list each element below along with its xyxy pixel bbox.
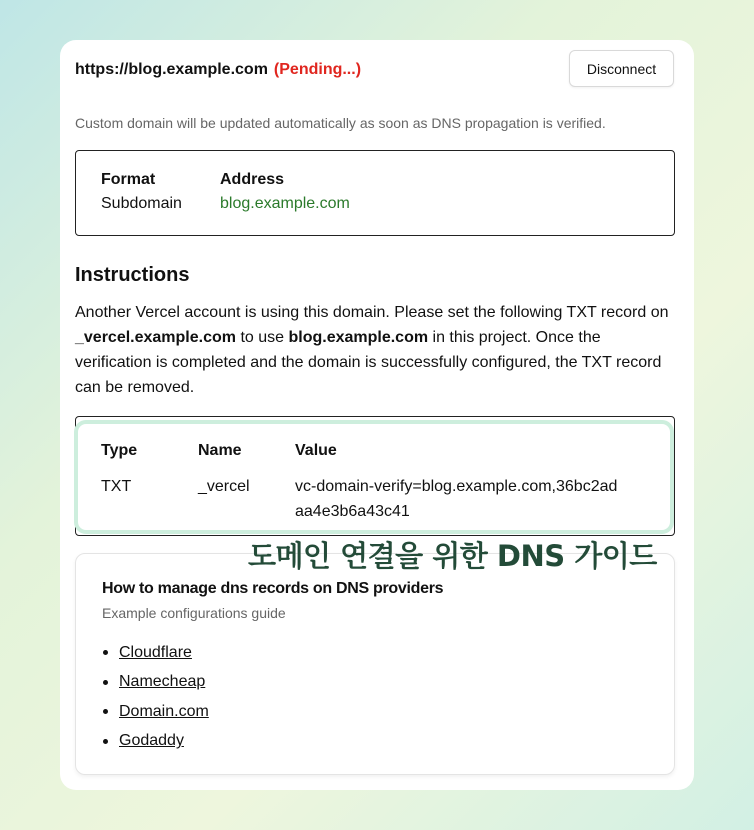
bullet-icon: [103, 680, 108, 685]
domain-url: [75, 61, 361, 79]
address-column: [220, 171, 350, 213]
domain-card: [60, 40, 694, 790]
format-value: Subdomain: [101, 195, 182, 212]
address-value: blog.example.com: [220, 195, 350, 212]
pending-status: (Pending...): [273, 61, 362, 78]
list-item: [102, 668, 209, 698]
instructions-text-2: to use: [236, 329, 289, 346]
overlay-caption: 도메인 연결을 위한 DNS 가이드: [248, 539, 657, 573]
guide-subtitle: Example configurations guide: [102, 605, 286, 621]
list-item: [102, 697, 209, 727]
txt-value-line-1: vc-domain-verify=blog.example.com,36bc2ad: [295, 478, 618, 495]
txt-value: [295, 474, 617, 524]
list-item: [102, 638, 209, 668]
provider-list: [102, 638, 209, 756]
format-address-box: [75, 150, 675, 236]
txt-value-line-2: aa4e3b6a43c41: [295, 503, 410, 520]
instructions-domain: blog.example.com: [288, 329, 429, 346]
instructions-title: Instructions: [75, 264, 190, 286]
propagation-notice: Custom domain will be updated automatically as soon as DNS propagation is verified.: [75, 115, 606, 131]
name-value: _vercel: [198, 478, 250, 495]
godaddy-link[interactable]: Godaddy: [119, 732, 184, 750]
instructions-record-host: _vercel.example.com: [75, 329, 236, 346]
domain-header: [75, 50, 674, 90]
type-header: Type: [101, 442, 138, 459]
bullet-icon: [103, 709, 108, 714]
txt-record-box: [74, 420, 674, 534]
format-header: Format: [101, 171, 156, 188]
disconnect-button[interactable]: Disconnect: [569, 50, 674, 87]
instructions-text-1: Another Vercel account is using this domain. Please set the following TXT record on: [75, 304, 669, 321]
type-value: TXT: [101, 478, 132, 495]
address-header: Address: [220, 171, 285, 188]
bullet-icon: [103, 739, 108, 744]
domain-url-text: https://blog.example.com: [75, 61, 268, 78]
list-item: [102, 727, 209, 757]
bullet-icon: [103, 650, 108, 655]
cloudflare-link[interactable]: Cloudflare: [119, 643, 192, 661]
domain-com-link[interactable]: Domain.com: [119, 702, 209, 720]
name-header: Name: [198, 442, 242, 459]
namecheap-link[interactable]: Namecheap: [119, 673, 206, 691]
format-column: [101, 171, 182, 213]
value-header: Value: [295, 442, 337, 459]
instructions-text-3: in this project. Once the verification is completed and the domain is successfully configured, the TXT record can be removed.: [75, 329, 662, 396]
dns-provider-guide: [75, 553, 675, 775]
instructions-text: [75, 300, 680, 400]
guide-title: How to manage dns records on DNS providers: [102, 580, 444, 597]
